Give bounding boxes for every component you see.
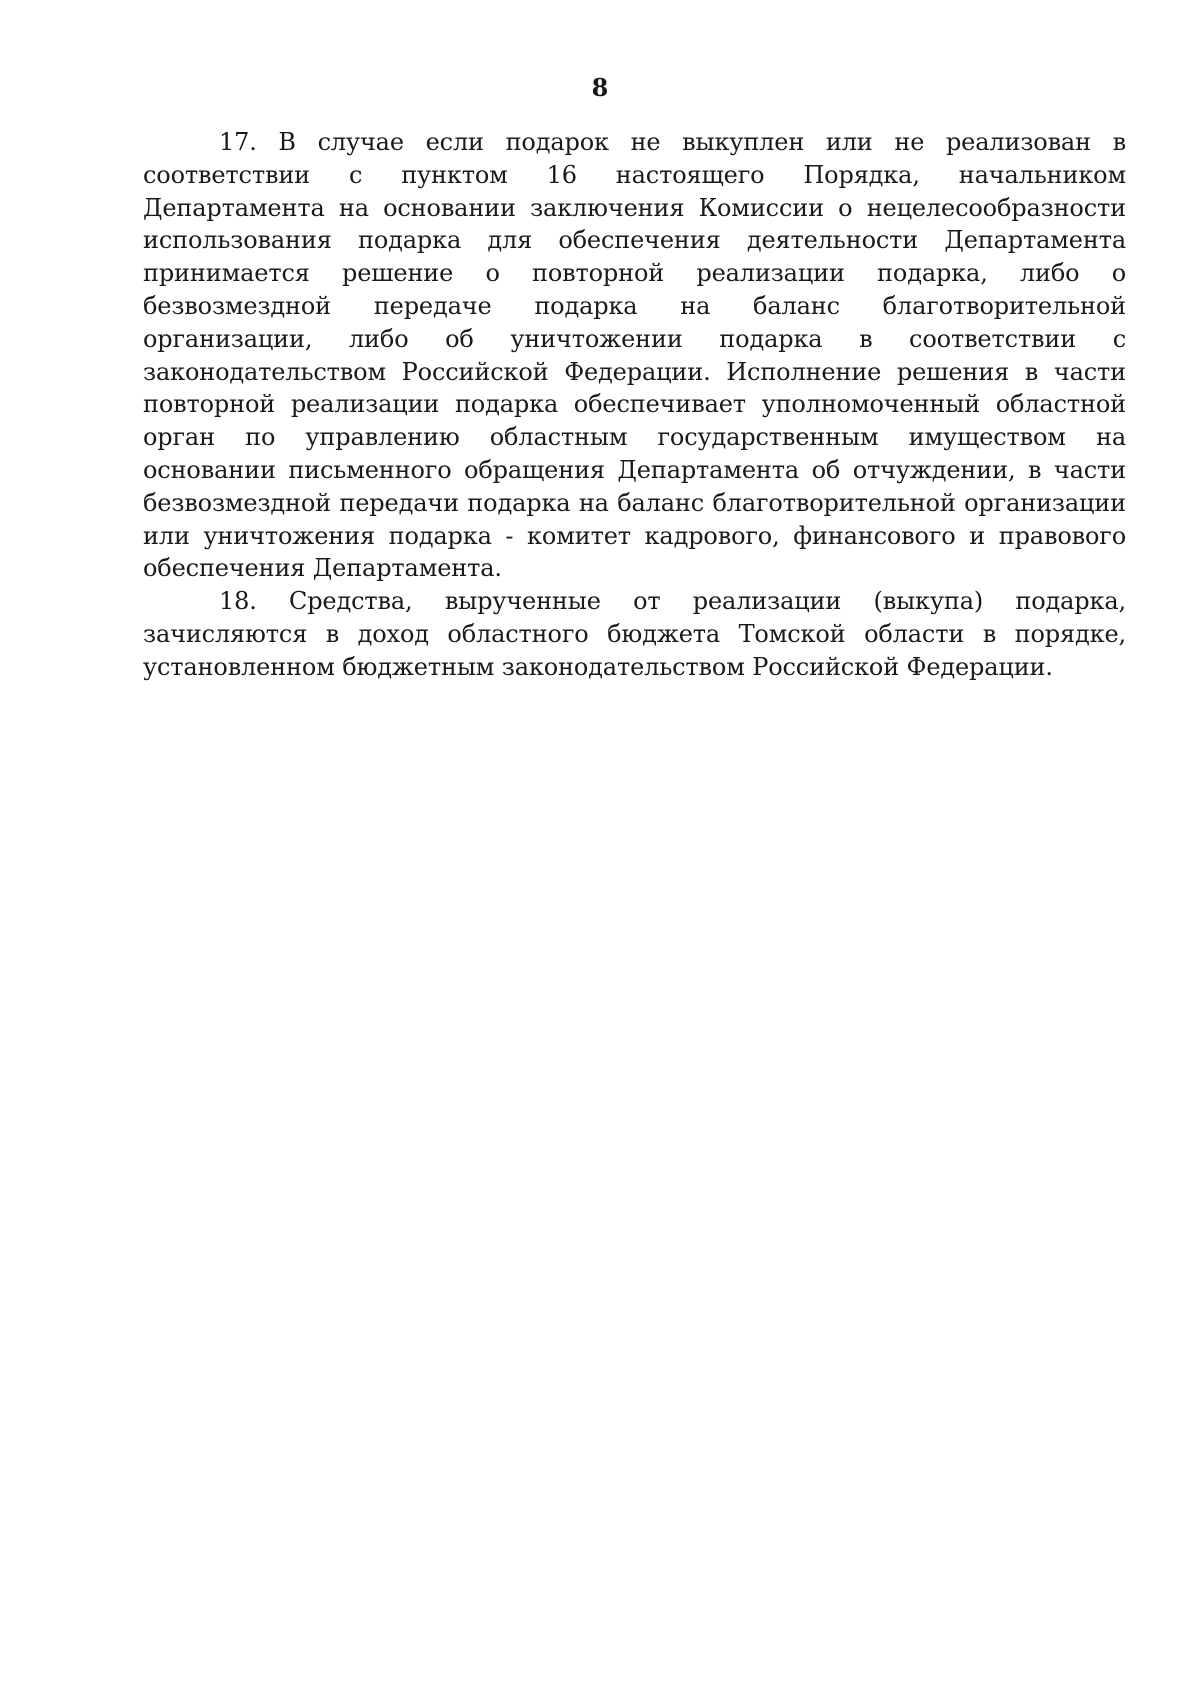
document-body: [143, 126, 1126, 684]
paragraph-18: 18. Средства, вырученные от реализации (выкупа) подарка, зачисляются в доход областного бюджета Томской области в порядке, установленном бюджетным законодательством Российской Федерации.: [143, 587, 1126, 681]
paragraph-17: 17. В случае если подарок не выкуплен или не реализован в соответствии с пунктом 16 настоящего Порядка, начальником Департамента на основании заключения Комиссии о нецелесообразности использования подарка для обеспечения деятельности Департамента принимается решение о повторной реализации подарка, либо о безвозмездной передаче подарка на баланс благотворительной организации, либо об уничтожении подарка в соответствии с законодательством Российской Федерации. Исполнение решения в части повторной реализации подарка обеспечивает уполномоченный областной орган по управлению областным государственным имуществом на основании письменного обращения Департамента об отчуждении, в части безвозмездной передачи подарка на баланс благотворительной организации или уничтожения подарка - комитет кадрового, финансового и правового обеспечения Департамента.: [143, 128, 1126, 583]
page-number: 8: [591, 73, 609, 102]
